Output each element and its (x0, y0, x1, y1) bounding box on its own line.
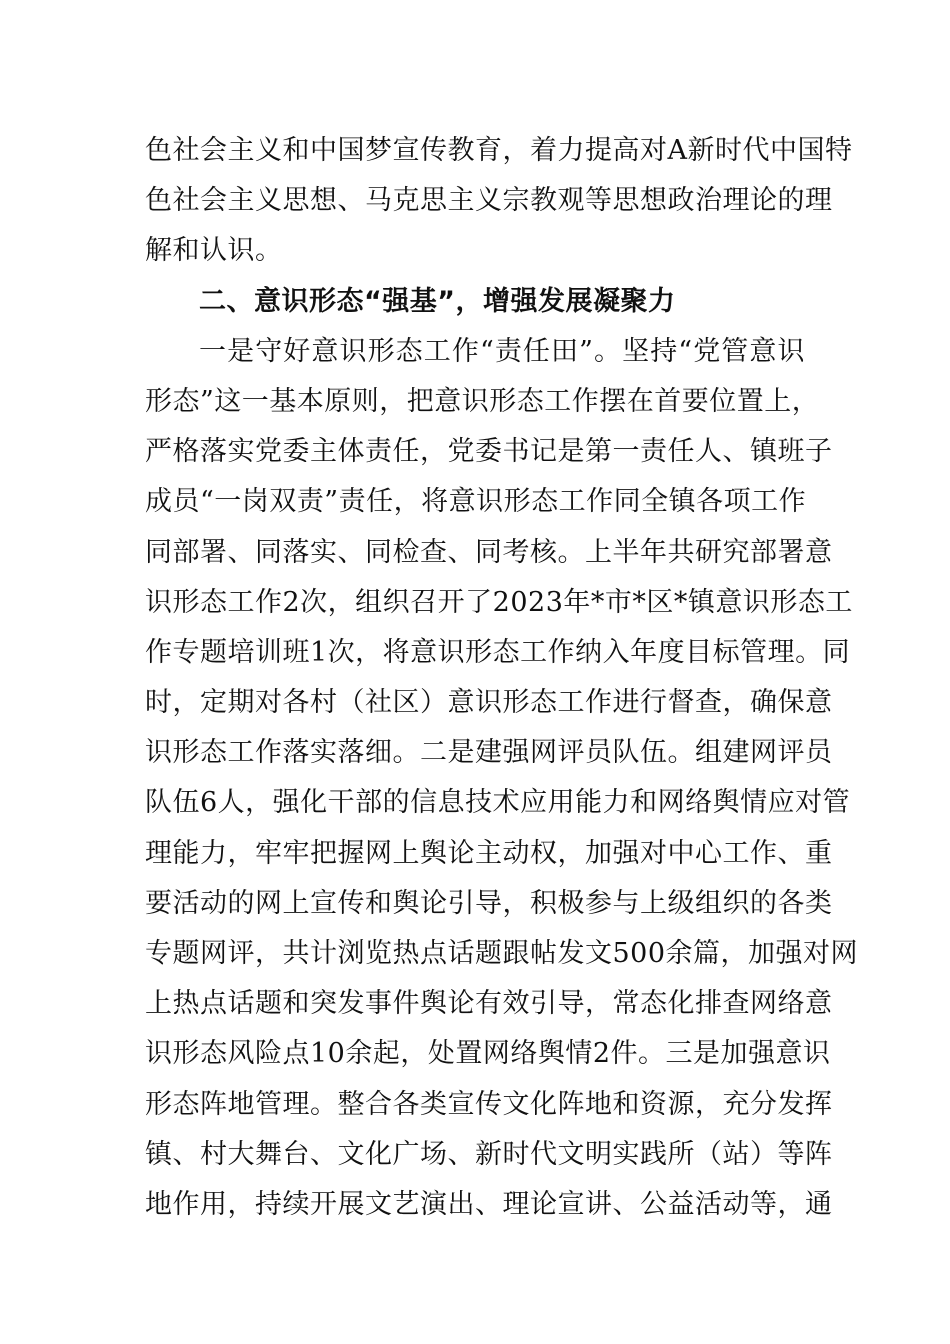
text-line-9: 同部署、同落实、同检查、同考核。上半年共研究部署意 (145, 536, 833, 568)
text-line-20: 形态阵地管理。整合各类宣传文化阵地和资源，充分发挥 (145, 1088, 833, 1120)
text-line-3: 解和认识。 (145, 235, 283, 267)
text-line-18: 上热点话题和突发事件舆论有效引导，常态化排查网络意 (145, 988, 833, 1020)
text-line-19: 识形态风险点10余起，处置网络舆情2件。三是加强意识 (145, 1038, 831, 1070)
text-line-15: 理能力，牢牢把握网上舆论主动权，加强对中心工作、重 (145, 837, 833, 869)
document-body (145, 126, 859, 1230)
text-line-17: 专题网评，共计浏览热点话题跟帖发文500余篇，加强对网 (145, 938, 859, 969)
section-heading: 二、意识形态“强基”，增强发展凝聚力 (199, 285, 676, 317)
text-line-2: 色社会主义思想、马克思主义宗教观等思想政治理论的理 (145, 185, 833, 217)
text-line-1: 色社会主义和中国梦宣传教育，着力提高对A新时代中国特 (145, 135, 853, 166)
text-line-12: 时，定期对各村（社区）意识形态工作进行督查，确保意 (145, 687, 833, 719)
text-line-21: 镇、村大舞台、文化广场、新时代文明实践所（站）等阵 (145, 1138, 833, 1170)
text-line-5: 一是守好意识形态工作“责任田”。坚持“党管意识 (199, 335, 805, 367)
text-line-11: 作专题培训班1次，将意识形态工作纳入年度目标管理。同 (145, 636, 851, 668)
text-line-22: 地作用，持续开展文艺演出、理论宣讲、公益活动等，通 (145, 1188, 833, 1220)
text-line-13: 识形态工作落实落细。二是建强网评员队伍。组建网评员 (145, 737, 833, 769)
text-line-16: 要活动的网上宣传和舆论引导，积极参与上级组织的各类 (145, 887, 833, 919)
text-line-14: 队伍6人，强化干部的信息技术应用能力和网络舆情应对管 (145, 787, 851, 819)
text-line-10: 识形态工作2次，组织召开了2023年*市*区*镇意识形态工 (145, 586, 853, 618)
text-line-6: 形态”这一基本原则，把意识形态工作摆在首要位置上， (145, 385, 820, 417)
text-line-8: 成员“一岗双责”责任，将意识形态工作同全镇各项工作 (145, 486, 807, 518)
text-line-7: 严格落实党委主体责任，党委书记是第一责任人、镇班子 (145, 436, 833, 468)
